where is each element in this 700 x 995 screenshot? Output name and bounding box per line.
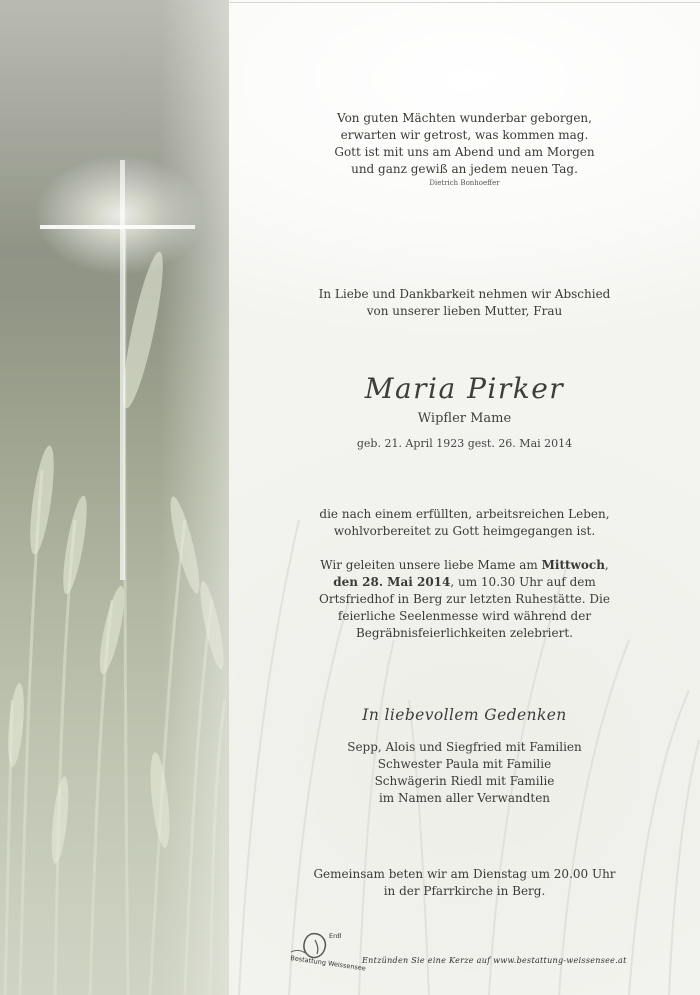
mourner-line: Sepp, Alois und Siegfried mit Familien bbox=[347, 740, 582, 754]
prayer-line: in der Pfarrkirche in Berg. bbox=[383, 884, 546, 898]
obituary-text bbox=[229, 0, 700, 995]
wheat-field-illustration bbox=[0, 0, 229, 995]
logo-text-top: Erdl bbox=[329, 932, 342, 940]
intro-line: von unserer lieben Mutter, Frau bbox=[366, 304, 563, 318]
memory-title: In liebevollem Gedenken bbox=[362, 706, 567, 724]
funeral-line: Ortsfriedhof in Berg zur letzten Ruhestätte. Die bbox=[319, 592, 610, 606]
prayer-notice bbox=[229, 866, 700, 900]
funeral-text: , um 10.30 Uhr auf dem bbox=[450, 575, 596, 589]
funeral-line: feierliche Seelenmesse wird während der bbox=[337, 609, 592, 623]
mourner-line: im Namen aller Verwandten bbox=[378, 791, 551, 805]
funeral-day: Mittwoch bbox=[541, 558, 605, 572]
intro-line: In Liebe und Dankbarkeit nehmen wir Abschied bbox=[318, 287, 611, 301]
passage-line: wohlvorbereitet zu Gott heimgegangen ist. bbox=[333, 524, 596, 538]
funeral-text: , bbox=[604, 558, 609, 572]
poem-line: erwarten wir getrost, was kommen mag. bbox=[340, 128, 589, 142]
poem-line: und ganz gewiß an jedem neuen Tag. bbox=[351, 162, 578, 176]
mourner-line: Schwester Paula mit Familie bbox=[377, 757, 552, 771]
farewell-intro bbox=[229, 286, 700, 320]
mourner-line: Schwägerin Riedl mit Familie bbox=[374, 774, 555, 788]
deceased-name: Maria Pirker bbox=[364, 372, 565, 405]
funeral-text: Wir geleiten unsere liebe Mame am bbox=[320, 558, 542, 572]
funeral-date: den 28. Mai 2014 bbox=[333, 575, 451, 589]
deceased-nickname: Wipfler Mame bbox=[417, 411, 512, 426]
poem-line: Von guten Mächten wunderbar geborgen, bbox=[337, 111, 592, 125]
poem-author: Dietrich Bonhoeffer bbox=[429, 179, 500, 187]
mourners-list bbox=[229, 739, 700, 807]
passage-line: die nach einem erfüllten, arbeitsreichen Leben, bbox=[319, 507, 610, 521]
funeral-line bbox=[229, 557, 700, 574]
logo-text-bottom: Bestattung Weissensee bbox=[289, 954, 367, 973]
wheat-cross-image bbox=[0, 0, 229, 995]
funeral-line bbox=[229, 574, 700, 591]
poem-line: Gott ist mit uns am Abend und am Morgen bbox=[334, 145, 595, 159]
poem bbox=[229, 110, 700, 188]
funeral-details bbox=[229, 557, 700, 642]
passing-statement bbox=[229, 506, 700, 540]
prayer-line: Gemeinsam beten wir am Dienstag um 20.00 Uhr bbox=[313, 867, 616, 881]
life-dates: geb. 21. April 1923 gest. 26. Mai 2014 bbox=[356, 437, 573, 450]
funeral-line: Begräbnisfeierlichkeiten zelebriert. bbox=[355, 626, 573, 640]
candle-link-text: Entzünden Sie eine Kerze auf www.bestattung-weissensee.at bbox=[362, 956, 627, 965]
funeral-home-logo bbox=[289, 928, 367, 973]
